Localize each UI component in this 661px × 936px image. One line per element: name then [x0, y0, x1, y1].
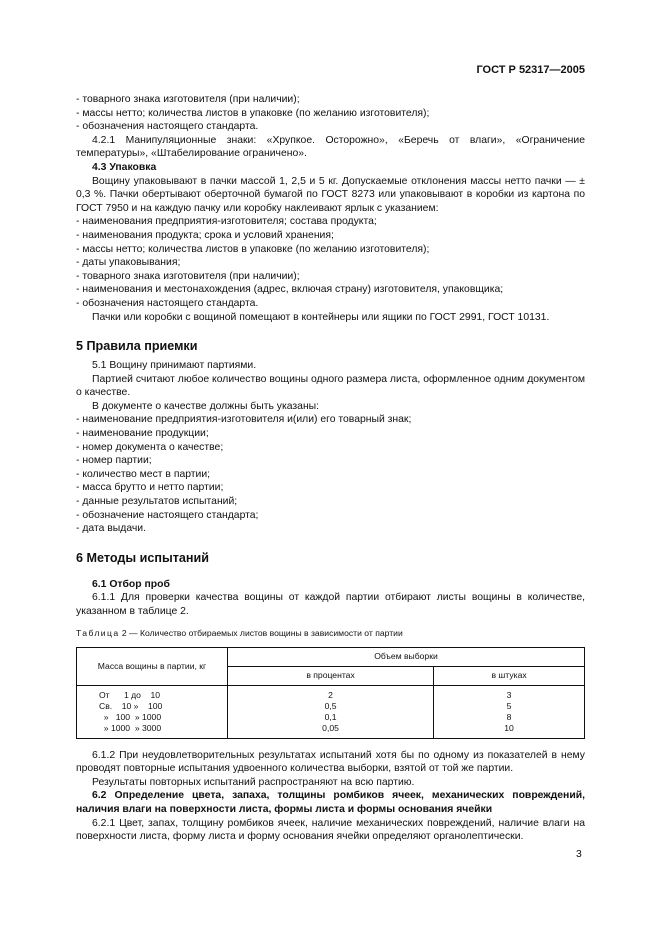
- paragraph-6-2-1: 6.2.1 Цвет, запах, толщину ромбиков ячеек, наличие механических повреждений, наличие влаги на поверхности листа, форму листа и форму основания ячейки определяют органолептически.: [76, 817, 585, 843]
- percent-cell: [228, 685, 434, 738]
- list-item: - данные результатов испытаний;: [76, 496, 238, 508]
- pieces-cell: [434, 685, 585, 738]
- table-cell: 5: [506, 700, 512, 711]
- section-6-title: 6 Методы испытаний: [76, 550, 209, 565]
- paragraph: 4.2.1 Манипуляционные знаки: «Хрупкое. Осторожно», «Беречь от влаги», «Ограничение температуры», «Штабелирование ограничено».: [76, 134, 585, 160]
- list-item: - наименования предприятия-изготовителя; состава продукта;: [76, 216, 377, 228]
- list-item: - наименования и местонахождения (адрес, включая страну) изготовителя, упаковщика;: [76, 284, 504, 296]
- list-item: - даты упаковывания;: [76, 257, 181, 269]
- mass-ranges-cell: [77, 685, 228, 738]
- page-body: [76, 93, 585, 844]
- list-item: - наименование продукции;: [76, 428, 209, 440]
- list-item: - обозначения настоящего стандарта.: [76, 297, 259, 309]
- paragraph-6-1-1: 6.1.1 Для проверки качества вощины от каждой партии отбирают листы вощины в количестве, указанном в таблице 2.: [76, 592, 585, 617]
- table-cell: » 100 » 1000: [99, 711, 162, 722]
- table-caption: [76, 628, 585, 639]
- paragraph: Партией считают любое количество вощины одного размера листа, оформленное одним документом о качестве.: [76, 373, 585, 399]
- table-cell: 0,5: [324, 700, 337, 711]
- subsection-6-1-title: 6.1 Отбор проб: [92, 578, 170, 590]
- section-4-continuation: [76, 93, 585, 324]
- table-cell: Св. 10 » 100: [99, 700, 163, 711]
- list-item: - обозначения настоящего стандарта.: [76, 121, 259, 133]
- list-item: - номер партии;: [76, 455, 152, 467]
- table-cell: 0,05: [322, 722, 339, 733]
- paragraph: Вощину упаковывают в пачки массой 1, 2,5 и 5 кг. Допускаемые отклонения массы нетто пачки — ± 0,3 %. Пачки обертывают оберточной бумагой по ГОСТ 8273 или упаковывают в коробки из картона по ГОСТ 7950 и на каждую пачку или коробку наклеивают ярлык с указанием:: [76, 175, 585, 214]
- subsection-title: 4.3 Упаковка: [92, 161, 157, 173]
- table-cell: 10: [504, 722, 514, 733]
- list-item: - массы нетто; количества листов в упаковке (по желанию изготовителя);: [76, 107, 430, 119]
- header-pieces: в штуках: [434, 666, 585, 685]
- list-item: - номер документа о качестве;: [76, 441, 224, 453]
- list-item: - товарного знака изготовителя (при наличии);: [76, 94, 300, 105]
- list-item: - дата выдачи.: [76, 523, 146, 535]
- table-cell: 2: [328, 689, 333, 700]
- header-percent: в процентах: [228, 666, 434, 685]
- header-volume: Объем выборки: [228, 647, 585, 666]
- sampling-table: [76, 647, 585, 739]
- section-5-body: [76, 359, 585, 536]
- paragraph-6-1-2: 6.1.2 При неудовлетворительных результатах испытаний хотя бы по одному из показателей в нему проводят повторные испытания удвоенного количества выборки, взятой от той же партии.: [76, 749, 585, 775]
- table-caption-text: 2 — Количество отбираемых листов вощины в зависимости от партии: [119, 627, 403, 638]
- subsection-6-2-title: 6.2 Определение цвета, запаха, толщины ромбиков ячеек, механических повреждений, наличия влаги на поверхности листа, формы листа и формы основания ячейки: [76, 790, 585, 815]
- list-item: - масса брутто и нетто партии;: [76, 482, 224, 494]
- list-item: - товарного знака изготовителя (при наличии);: [76, 270, 300, 282]
- list-item: - обозначение настоящего стандарта;: [76, 509, 259, 521]
- paragraph: В документе о качестве должны быть указаны:: [92, 400, 320, 412]
- paragraph-6-1-2-result: Результаты повторных испытаний распространяют на всю партию.: [92, 776, 415, 788]
- table-caption-label: Таблица: [76, 627, 120, 638]
- table-cell: От 1 до 10: [99, 689, 161, 700]
- document-id: ГОСТ Р 52317—2005: [476, 64, 585, 76]
- list-item: - наименование предприятия-изготовителя и(или) его товарный знак;: [76, 414, 412, 426]
- list-item: - массы нетто; количества листов в упаковке (по желанию изготовителя);: [76, 243, 430, 255]
- table-cell: 0,1: [324, 711, 337, 722]
- list-item: - наименования продукта; срока и условий хранения;: [76, 229, 334, 241]
- paragraph: 5.1 Вощину принимают партиями.: [92, 360, 257, 372]
- list-item: - количество мест в партии;: [76, 468, 211, 480]
- table-cell: 8: [506, 711, 512, 722]
- section-5-title: 5 Правила приемки: [76, 339, 198, 354]
- table-cell: » 1000 » 3000: [99, 722, 162, 733]
- table-cell: 3: [506, 689, 512, 700]
- header-mass: Масса вощины в партии, кг: [77, 647, 228, 685]
- paragraph: Пачки или коробки с вощиной помещают в контейнеры или ящики по ГОСТ 2991, ГОСТ 10131.: [92, 311, 550, 323]
- page-number: 3: [576, 849, 582, 860]
